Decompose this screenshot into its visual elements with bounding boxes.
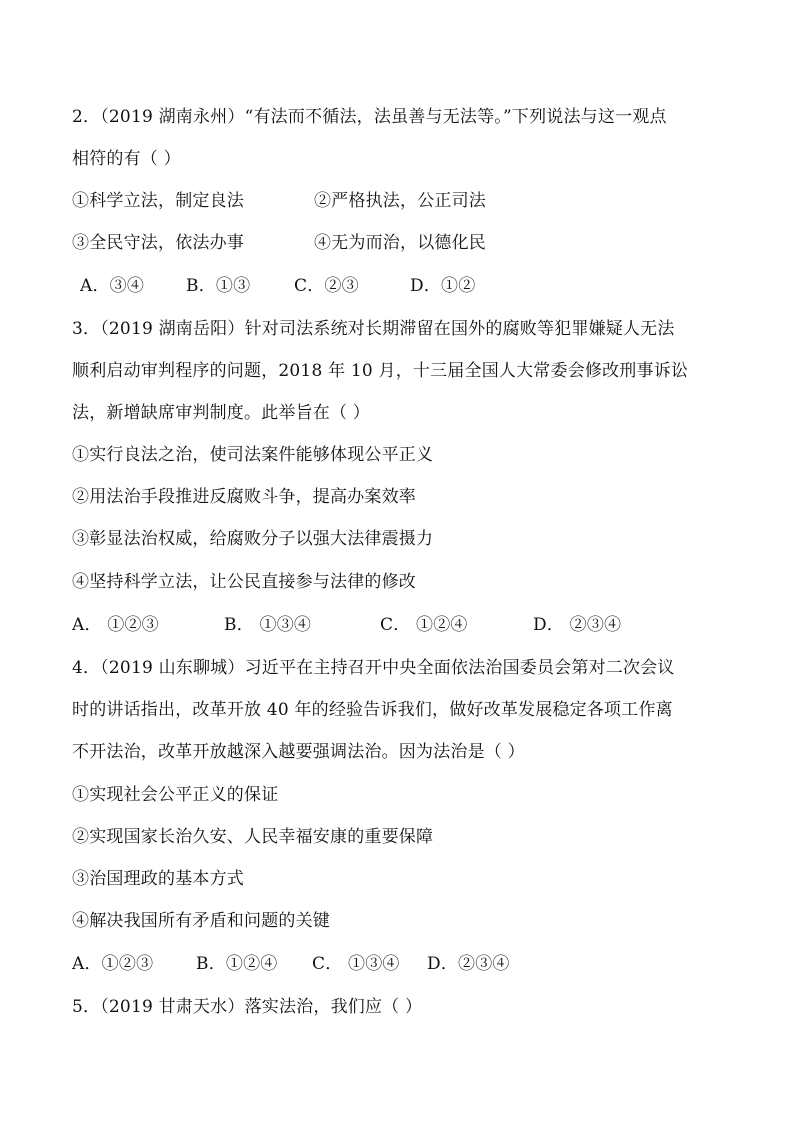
- q3-choice-c: C． ①②④: [380, 615, 468, 635]
- q4-stem-line-1: 4．（2019 山东聊城）习近平在主持召开中央全面依法治国委员会第对二次会议: [72, 658, 675, 678]
- q3-stem-line-1: 3．（2019 湖南岳阳）针对司法系统对长期滞留在国外的腐败等犯罪嫌疑人无法: [72, 319, 675, 339]
- q3-choice-a: A． ①②③: [72, 615, 159, 635]
- q2-stem-line-1: 2．（2019 湖南永州）“有法而不循法，法虽善与无法等。”下列说法与这一观点: [72, 107, 667, 127]
- q3-stem-line-2: 顺利启动审判程序的问题，2018 年 10 月，十三届全国人大常委会修改刑事诉讼: [72, 361, 689, 381]
- q2-statement-3: ③全民守法，依法办事: [72, 233, 244, 253]
- q3-statement-2: ②用法治手段推进反腐败斗争，提高办案效率: [72, 487, 416, 507]
- q2-statement-4: ④无为而治，以德化民: [314, 233, 486, 253]
- q3-choice-d: D． ②③④: [533, 615, 622, 635]
- q4-statement-4: ④解决我国所有矛盾和问题的关键: [72, 911, 330, 931]
- q5-stem-line-1: 5．（2019 甘肃天水）落实法治，我们应（ ）: [72, 997, 423, 1017]
- q2-stem-line-2: 相符的有（ ）: [72, 149, 181, 169]
- q2-statement-2: ②严格执法，公正司法: [314, 191, 486, 211]
- q3-statement-4: ④坚持科学立法，让公民直接参与法律的修改: [72, 572, 416, 592]
- q4-stem-line-3: 不开法治，改革开放越深入越要强调法治。因为法治是（ ）: [72, 742, 525, 762]
- q4-statement-1: ①实现社会公平正义的保证: [72, 785, 279, 805]
- q4-stem-line-2: 时的讲话指出，改革开放 40 年的经验告诉我们，做好改革发展稳定各项工作离: [72, 700, 673, 720]
- q3-choice-b: B． ①③④: [224, 615, 312, 635]
- q4-choice-c: C． ①③④: [312, 954, 400, 974]
- q2-choice-a: A．③④: [80, 276, 145, 296]
- q4-choice-d: D．②③④: [427, 954, 510, 974]
- q2-choice-c: C．②③: [294, 276, 359, 296]
- q4-statement-2: ②实现国家长治久安、人民幸福安康的重要保障: [72, 827, 434, 847]
- q2-statement-1: ①科学立法，制定良法: [72, 191, 244, 211]
- q3-statement-1: ①实行良法之治，使司法案件能够体现公平正义: [72, 445, 434, 465]
- q2-choice-d: D．①②: [410, 276, 476, 296]
- q4-choice-b: B．①②④: [196, 954, 278, 974]
- q4-statement-3: ③治国理政的基本方式: [72, 869, 244, 889]
- q2-choice-b: B．①③: [186, 276, 251, 296]
- q3-statement-3: ③彰显法治权威，给腐败分子以强大法律震摄力: [72, 529, 434, 549]
- q4-choice-a: A．①②③: [72, 954, 154, 974]
- q3-stem-line-3: 法，新增缺席审判制度。此举旨在（ ）: [72, 403, 371, 423]
